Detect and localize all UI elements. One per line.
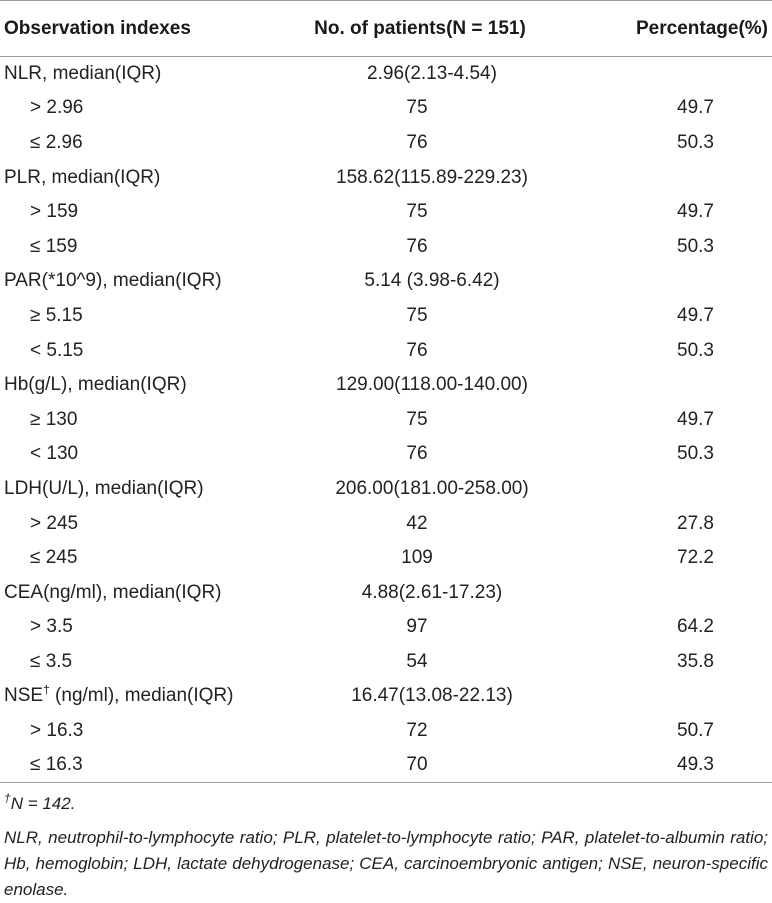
cell-observation-index	[0, 541, 290, 576]
cell-percentage: 50.7	[677, 720, 714, 742]
cell-observation-index	[0, 126, 290, 161]
cell-patient-count: 76	[406, 339, 428, 361]
cell-patient-count: 2.96(2.13-4.54)	[367, 63, 497, 85]
cell-observation-index	[0, 506, 290, 541]
table-body	[0, 57, 772, 783]
cell-label-text: ≤ 159	[30, 235, 78, 257]
dagger-mark: †	[4, 791, 11, 806]
dagger-text: N = 142.	[10, 794, 76, 814]
cell-percentage	[590, 679, 772, 714]
cell-percentage	[590, 368, 772, 403]
cell-patient-count: 54	[406, 650, 428, 672]
table-group-row	[0, 264, 772, 299]
cell-patient-count: 76	[406, 235, 428, 257]
table-group-row	[0, 368, 772, 403]
cell-percentage	[590, 160, 772, 195]
cell-label-rest: (ng/ml), median(IQR)	[49, 685, 234, 707]
cell-observation-index	[0, 645, 290, 680]
cell-percentage: 35.8	[677, 650, 714, 672]
cell-label-text: CEA(ng/ml), median(IQR)	[4, 581, 222, 603]
cell-patient-count: 206.00(181.00-258.00)	[335, 477, 529, 499]
cell-observation-index	[0, 472, 290, 507]
header-observation-indexes: Observation indexes	[0, 1, 290, 57]
table-row	[0, 126, 772, 161]
cell-observation-index	[0, 748, 290, 783]
cell-observation-index	[0, 679, 290, 714]
table-group-row	[0, 575, 772, 610]
table-row	[0, 229, 772, 264]
table-row	[0, 506, 772, 541]
cell-patient-count: 75	[406, 97, 428, 119]
cell-percentage	[590, 57, 772, 92]
cell-label-text: LDH(U/L), median(IQR)	[4, 477, 204, 499]
table-row	[0, 299, 772, 334]
table-row	[0, 195, 772, 230]
cell-observation-index	[0, 299, 290, 334]
cell-observation-index	[0, 264, 290, 299]
cell-patient-count: 16.47(13.08-22.13)	[351, 685, 513, 707]
cell-patient-count: 5.14 (3.98-6.42)	[364, 270, 500, 292]
cell-percentage: 49.3	[590, 748, 772, 783]
cell-patient-count: 76	[406, 131, 428, 153]
cell-patient-count: 70	[290, 748, 590, 783]
cell-percentage	[590, 264, 772, 299]
header-row	[0, 1, 772, 57]
footnote-abbreviations: NLR, neutrophil-to-lymphocyte ratio; PLR, platelet-to-lymphocyte ratio; PAR, platelet-to-albumin ratio; Hb, hemoglobin; LDH, lactate dehydrogenase; CEA, carcinoembryonic antigen; NSE, neuron-specific enolase.	[4, 828, 768, 900]
cell-observation-index	[0, 333, 290, 368]
cell-patient-count: 158.62(115.89-229.23)	[336, 166, 528, 188]
cell-patient-count: 76	[406, 443, 428, 465]
cell-observation-index	[0, 368, 290, 403]
table-row	[0, 610, 772, 645]
cell-observation-index	[0, 402, 290, 437]
cell-patient-count: 75	[406, 408, 428, 430]
table-row	[0, 91, 772, 126]
cell-observation-index	[0, 610, 290, 645]
cell-percentage: 49.7	[677, 304, 714, 326]
cell-label-text: ≤ 3.5	[30, 650, 73, 672]
table-group-row	[0, 160, 772, 195]
table-row	[0, 541, 772, 576]
table-row	[0, 437, 772, 472]
cell-observation-index	[0, 195, 290, 230]
cell-label-text: > 2.96	[30, 97, 84, 119]
cell-label-text: < 130	[30, 443, 79, 465]
cell-label-text: ≥ 5.15	[30, 304, 83, 326]
table-row	[0, 748, 772, 783]
cell-patient-count: 97	[406, 616, 428, 638]
cell-label-text: > 159	[30, 201, 79, 223]
cell-percentage: 49.7	[677, 201, 714, 223]
cell-label-text: NSE	[4, 685, 44, 707]
cell-label-text: PAR(*10^9), median(IQR)	[4, 270, 222, 292]
cell-label-text: ≤ 16.3	[30, 754, 83, 776]
header-percentage: Percentage(%)	[590, 1, 772, 57]
cell-percentage: 50.3	[677, 443, 714, 465]
cell-observation-index	[0, 437, 290, 472]
cell-percentage: 64.2	[677, 616, 714, 638]
cell-patient-count: 109	[401, 547, 433, 569]
cell-percentage: 50.3	[677, 131, 714, 153]
cell-label-text: > 245	[30, 512, 79, 534]
cell-observation-index	[0, 57, 290, 92]
cell-patient-count: 75	[406, 201, 428, 223]
cell-percentage: 49.7	[677, 97, 714, 119]
cell-label-text: ≥ 130	[30, 408, 78, 430]
cell-observation-index	[0, 575, 290, 610]
cell-percentage	[590, 575, 772, 610]
cell-label-text: ≤ 245	[30, 547, 78, 569]
cell-patient-count: 4.88(2.61-17.23)	[361, 581, 503, 603]
cell-percentage: 27.8	[677, 512, 714, 534]
cell-percentage: 72.2	[677, 547, 714, 569]
cell-patient-count: 42	[406, 512, 428, 534]
cell-label-text: > 3.5	[30, 616, 73, 638]
cell-label-text: Hb(g/L), median(IQR)	[4, 374, 187, 396]
table-group-row	[0, 57, 772, 92]
table-row	[0, 714, 772, 749]
cell-label-text: NLR, median(IQR)	[4, 63, 162, 85]
cell-observation-index	[0, 714, 290, 749]
cell-patient-count: 129.00(118.00-140.00)	[336, 374, 528, 396]
cell-observation-index	[0, 229, 290, 264]
cell-observation-index	[0, 160, 290, 195]
table-row	[0, 333, 772, 368]
cell-percentage	[590, 472, 772, 507]
table-header	[0, 1, 772, 57]
table-group-row	[0, 679, 772, 714]
cell-label-text: PLR, median(IQR)	[4, 166, 161, 188]
cell-percentage: 50.3	[677, 235, 714, 257]
cell-patient-count: 75	[406, 304, 428, 326]
table-footnotes	[0, 783, 772, 903]
cell-label-text: < 5.15	[30, 339, 84, 361]
table-row	[0, 645, 772, 680]
table-row	[0, 402, 772, 437]
dagger-superscript: †	[43, 683, 50, 698]
header-no-of-patients: No. of patients(N = 151)	[290, 1, 590, 57]
footnote-dagger	[4, 791, 768, 817]
cell-patient-count: 72	[406, 720, 428, 742]
cell-label-text: > 16.3	[30, 720, 84, 742]
table-group-row	[0, 472, 772, 507]
cell-percentage: 49.7	[677, 408, 714, 430]
cell-observation-index	[0, 91, 290, 126]
cell-label-text: ≤ 2.96	[30, 131, 83, 153]
cell-percentage: 50.3	[677, 339, 714, 361]
